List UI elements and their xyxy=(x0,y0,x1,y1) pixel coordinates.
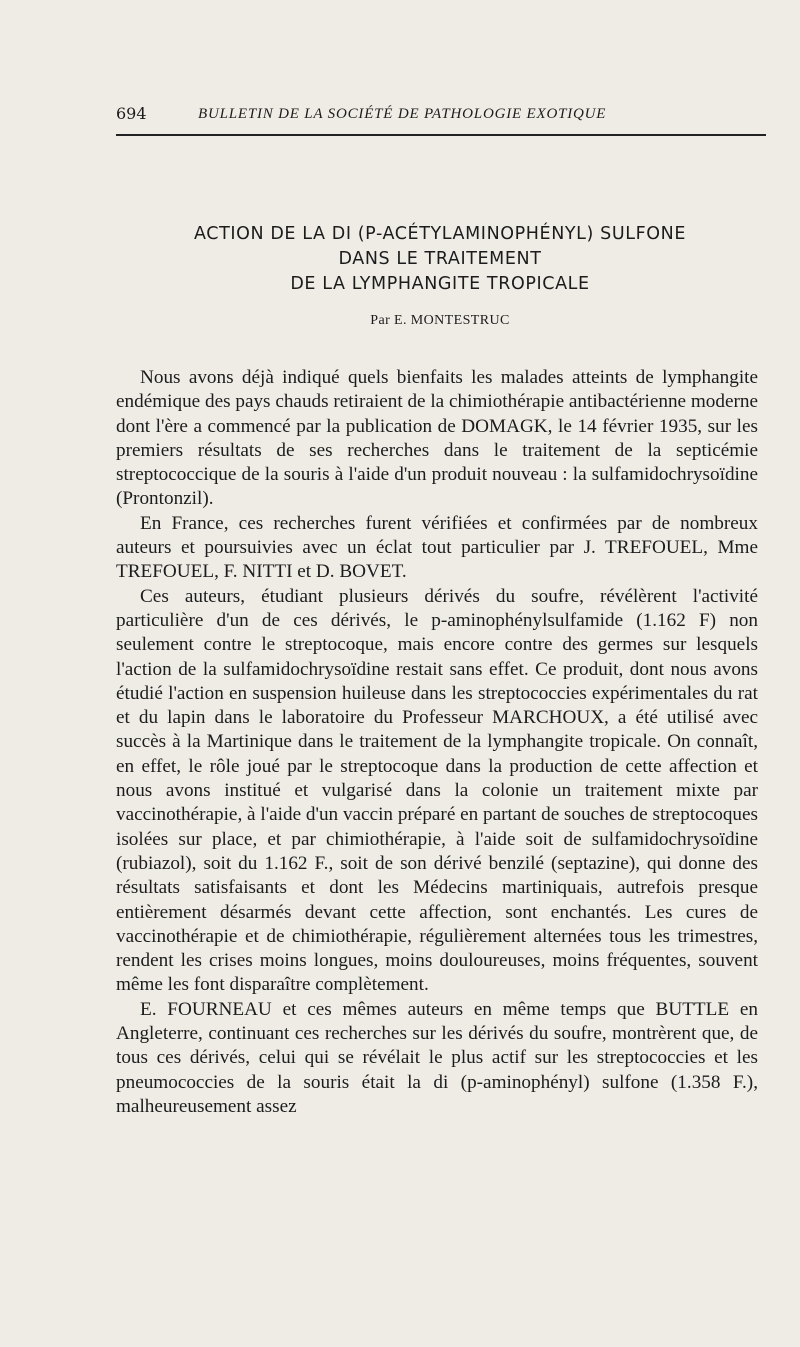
paragraph: Nous avons déjà indiqué quels bienfaits les malades atteints de lymphangite endémique des pays chauds retiraient de la chimiothérapie antibactérienne moderne dont l'ère a commencé par la publication de DOMAGK, le 14 février 1935, sur les premiers résultats de ses recherches dans le traitement de la septicémie streptococcique de la souris à l'aide d'un produit nouveau : la sulfamidochrysoïdine (Prontonzil). xyxy=(116,367,758,510)
title-line: DE LA LYMPHANGITE TROPICALE xyxy=(290,274,590,294)
article-title xyxy=(100,222,780,297)
paragraph: En France, ces recherches furent vérifiées et confirmées par de nombreux auteurs et poursuivies avec un éclat tout particulier par J. TREFOUEL, Mme TREFOUEL, F. NITTI et D. BOVET. xyxy=(116,512,758,583)
paragraph: Ces auteurs, étudiant plusieurs dérivés du soufre, révélèrent l'activité particulière d'un de ces dérivés, le p-aminophénylsulfamide (1.162 F) non seulement contre le streptocoque, mais encore contre des germes sur lesquels l'action de la sulfamidochrysoïdine restait sans effet. Ce produit, dont nous avons étudié l'action en suspension huileuse dans les streptococcies expérimentales du rat et du lapin dans le laboratoire du Professeur MARCHOUX, a été utilisé avec succès à la Martinique dans le traitement de la lymphangite tropicale. On connaît, en effet, le rôle joué par le streptocoque dans la production de cette affection et nous avons institué et vulgarisé dans la colonie un traitement mixte par vaccinothérapie, à l'aide d'un vaccin préparé en partant de souches de streptocoques isolées sur place, et par chimiothérapie, à l'aide soit de sulfamidochrysoïdine (rubiazol), soit du 1.162 F., soit de son dérivé benzilé (septazine), qui donne des résultats satisfaisants et dont les Médecins martiniquais, autrefois presque entièrement désarmés devant cette affection, sont enchantés. Les cures de vaccinothérapie et de chimiothérapie, régulièrement alternées tous les trimestres, rendent les crises moins longues, moins douloureuses, moins fréquentes, souvent même les font disparaître complètement. xyxy=(116,585,758,996)
title-line: DANS LE TRAITEMENT xyxy=(338,249,542,269)
page-header xyxy=(116,100,766,130)
article-body xyxy=(116,366,758,1119)
header-rule xyxy=(116,134,766,136)
paragraph: E. FOURNEAU et ces mêmes auteurs en même temps que BUTTLE en Angleterre, continuant ces recherches sur les dérivés du soufre, montrèrent que, de tous ces dérivés, celui qui se révélait le plus actif sur les streptococcies et les pneumococcies de la souris était la di (p-aminophényl) sulfone (1.358 F.), malheureusement assez xyxy=(116,998,758,1117)
title-line: ACTION DE LA DI (P-ACÉTYLAMINOPHÉNYL) SULFONE xyxy=(194,224,686,244)
page-number: 694 xyxy=(116,104,147,123)
running-title: BULLETIN DE LA SOCIÉTÉ DE PATHOLOGIE EXOTIQUE xyxy=(198,106,607,122)
article-author: Par E. MONTESTRUC xyxy=(370,313,510,328)
